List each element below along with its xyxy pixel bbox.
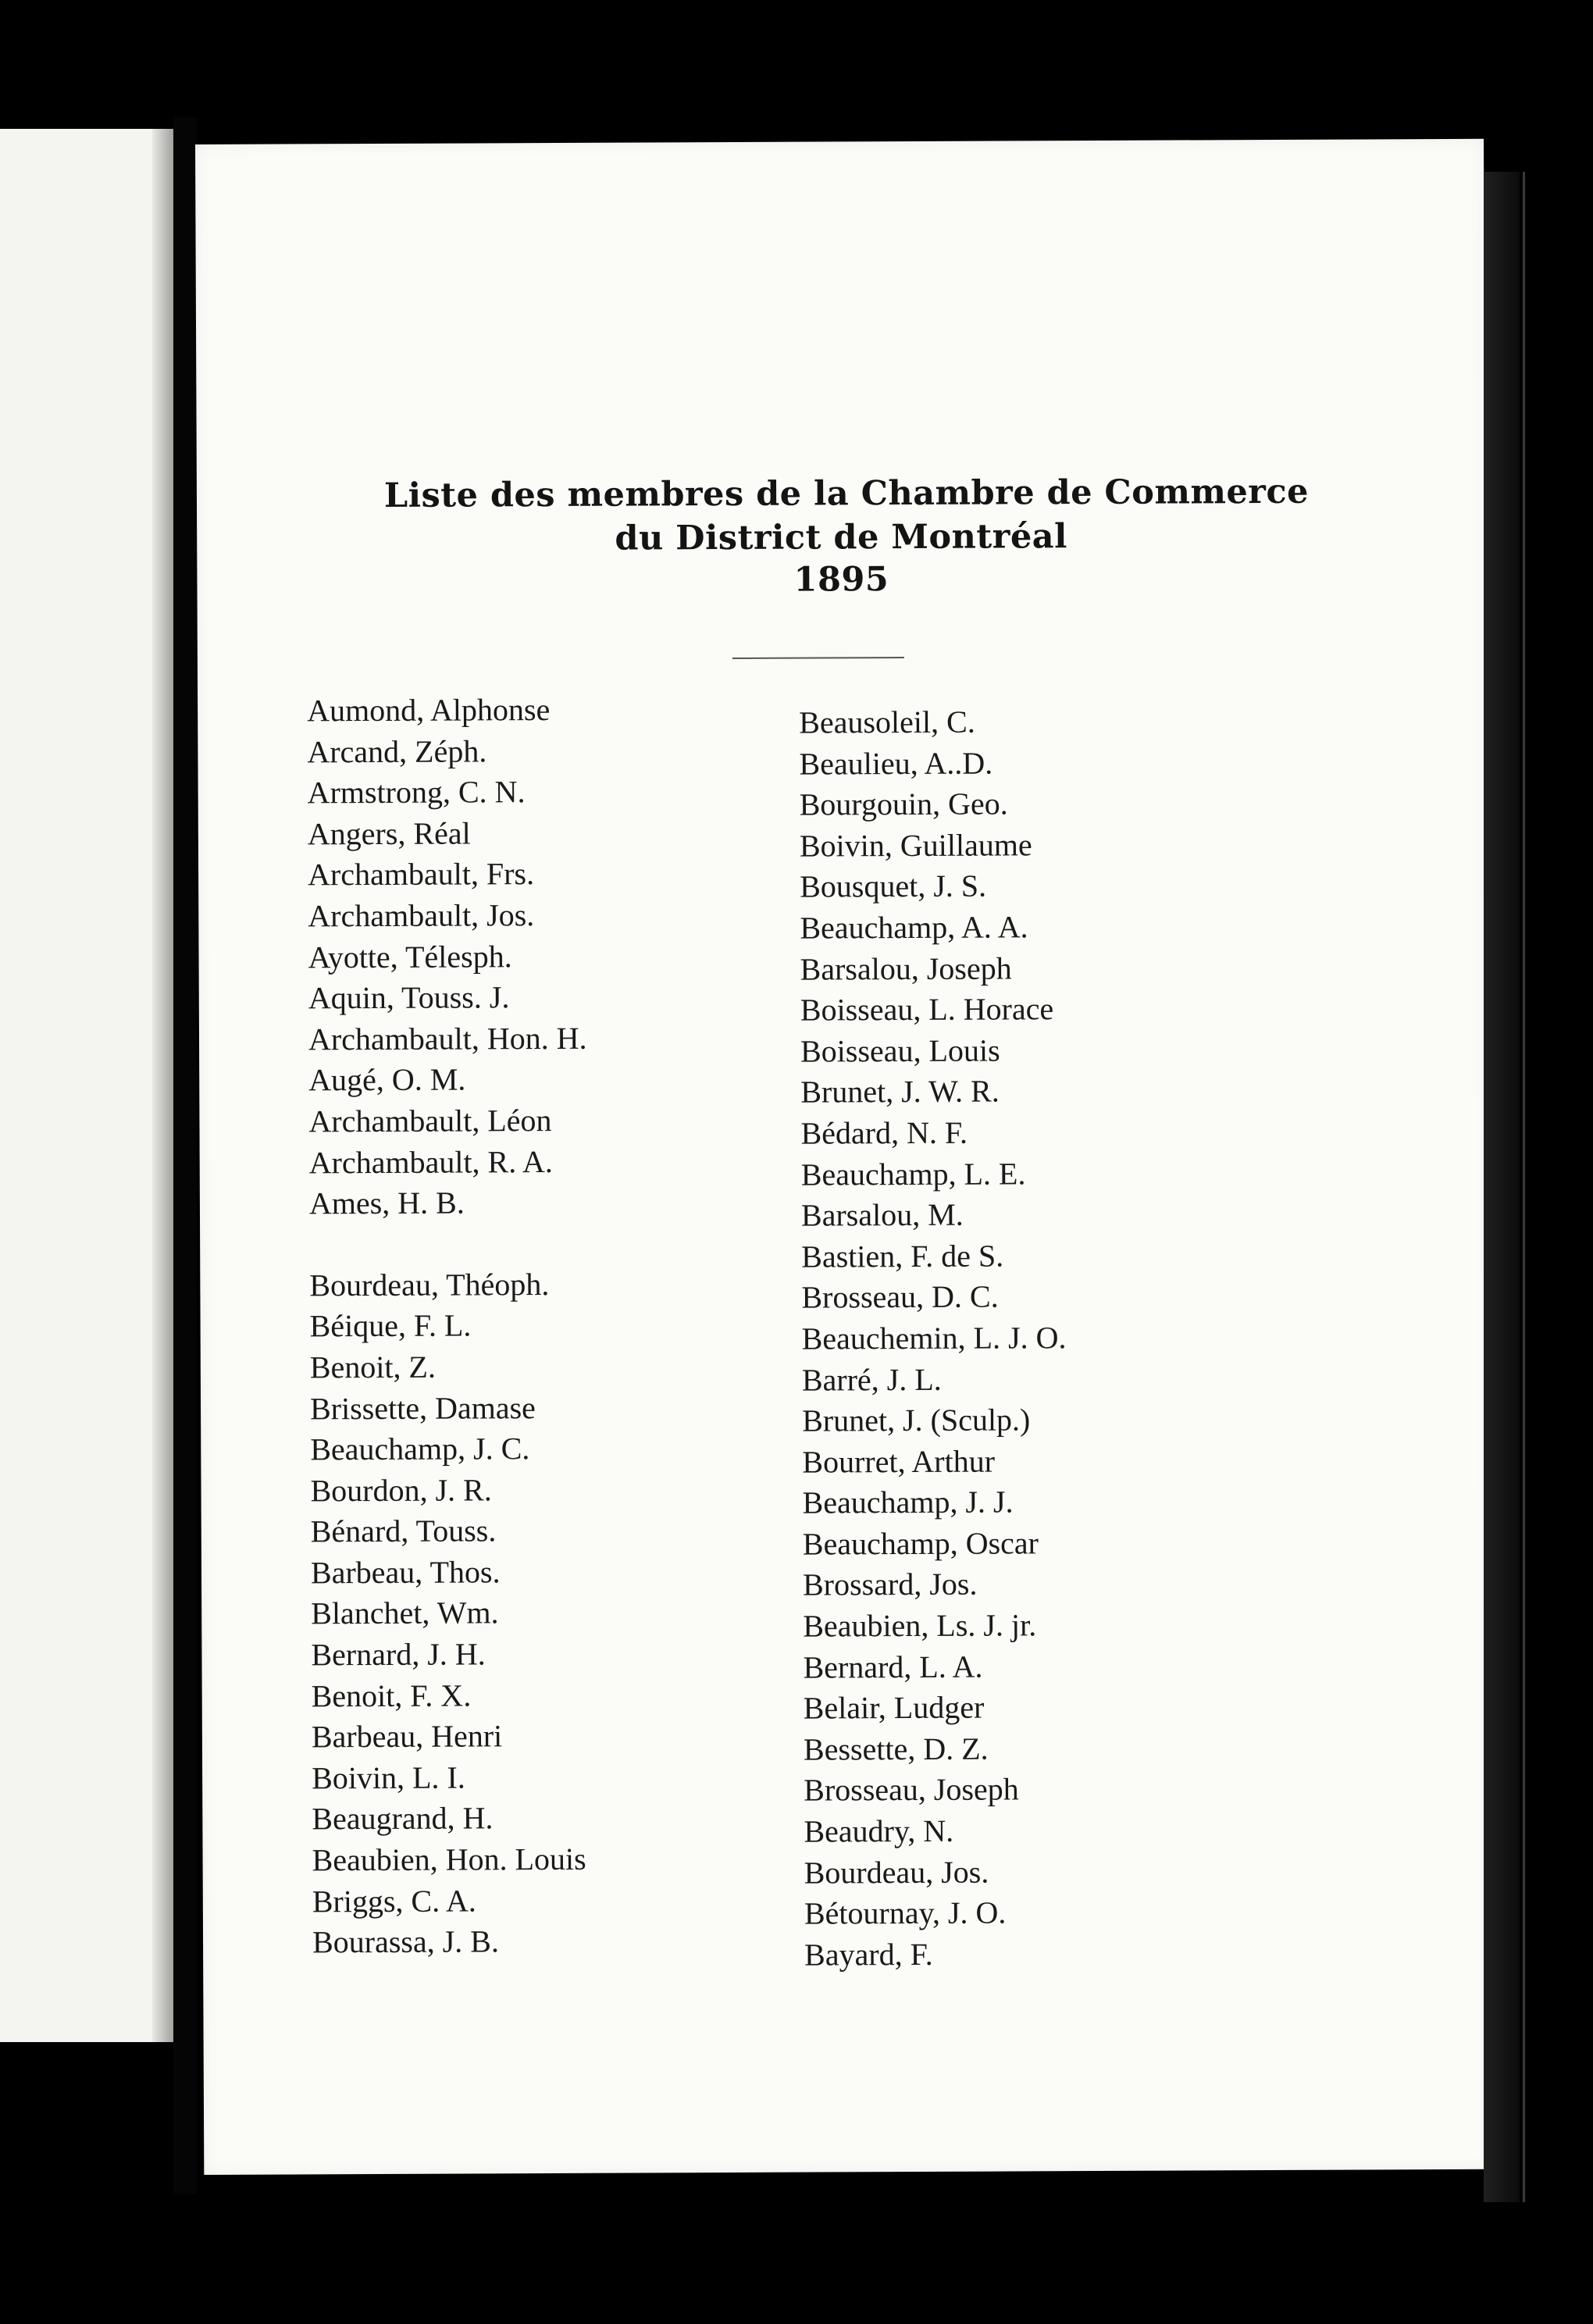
member-entry: Aumond, Alphonse [307, 692, 551, 729]
member-entry: Ayotte, Télesph. [308, 938, 512, 975]
member-entry: Beauchemin, L. J. O. [801, 1320, 1067, 1356]
member-entry: Archambault, Jos. [308, 897, 535, 934]
member-entry: Bédard, N. F. [800, 1114, 968, 1151]
member-entry: Barbeau, Henri [311, 1718, 503, 1755]
member-entry: Bourdon, J. R. [310, 1472, 492, 1509]
member-entry: Bousquet, J. S. [800, 868, 987, 905]
heading-line-2: du District de Montréal [615, 517, 1068, 558]
member-entry: Briggs, C. A. [312, 1883, 476, 1919]
member-entry: Beausoleil, C. [799, 704, 975, 740]
member-entry: Bétournay, J. O. [804, 1894, 1007, 1931]
book-gutter [173, 117, 197, 2194]
member-entry: Ames, H. B. [308, 1185, 465, 1221]
member-entry: Beaugrand, H. [312, 1800, 494, 1837]
page-fold-shadow [152, 129, 176, 2042]
member-entry: Boisseau, L. Horace [800, 991, 1054, 1028]
member-entry: Boivin, Guillaume [799, 827, 1032, 864]
member-list-right [799, 701, 1069, 1976]
member-entry: Beauchamp, Oscar [802, 1525, 1039, 1562]
heading-line-1: Liste des membres de la Chambre de Commerce [383, 472, 1310, 515]
facing-page-edge [0, 129, 168, 2042]
member-entry: Boisseau, Louis [800, 1032, 1000, 1069]
member-entry: Barré, J. L. [801, 1361, 942, 1398]
member-entry: Armstrong, C. N. [307, 774, 526, 811]
member-entry: Archambault, R. A. [308, 1143, 553, 1180]
member-entry: Brossard, Jos. [802, 1567, 978, 1603]
member-entry: Barbeau, Thos. [310, 1554, 501, 1591]
member-entry: Belair, Ludger [803, 1689, 985, 1726]
member-entry: Aquin, Touss. J. [308, 979, 510, 1016]
member-entry: Bernard, J. H. [311, 1636, 486, 1673]
member-entry: Benoit, Z. [309, 1349, 437, 1385]
member-entry: Archambault, Hon. H. [308, 1020, 587, 1057]
member-entry: Beaubien, Hon. Louis [312, 1841, 586, 1878]
member-entry: Barsalou, M. [800, 1196, 964, 1233]
member-entry: Bourret, Arthur [802, 1443, 996, 1480]
member-entry: Bernard, L. A. [803, 1649, 983, 1685]
member-entry: Bourdeau, Jos. [804, 1854, 989, 1891]
member-entry: Barsalou, Joseph [800, 950, 1012, 987]
document-page [195, 139, 1492, 2175]
member-entry: Brissette, Damase [309, 1389, 536, 1426]
member-entry: Bayard, F. [804, 1936, 933, 1973]
right-page-edge [1484, 172, 1520, 2202]
heading-year: 1895 [793, 560, 889, 600]
member-entry: Bastien, F. de S. [801, 1238, 1004, 1274]
member-entry: Blanchet, Wm. [311, 1595, 499, 1631]
member-entry: Beaubien, Ls. J. jr. [803, 1607, 1037, 1644]
member-entry: Béique, F. L. [309, 1307, 472, 1344]
member-entry: Brunet, J. (Sculp.) [802, 1402, 1031, 1438]
member-entry: Bourdeau, Théoph. [309, 1266, 550, 1303]
member-entry: Angers, Réal [307, 815, 471, 852]
member-entry: Beaudry, N. [804, 1813, 954, 1849]
member-entry: Beauchamp, L. E. [800, 1155, 1026, 1192]
member-entry: Boivin, L. I. [312, 1759, 465, 1796]
member-entry: Arcand, Zéph. [307, 732, 487, 769]
page-heading [197, 471, 1486, 603]
member-entry: Brosseau, Joseph [804, 1771, 1019, 1809]
member-entry: Augé, O. M. [308, 1061, 466, 1098]
member-entry: Bessette, D. Z. [803, 1731, 989, 1767]
member-entry: Brunet, J. W. R. [800, 1073, 1000, 1110]
member-entry: Beauchamp, A. A. [800, 909, 1028, 946]
member-entry: Brosseau, D. C. [801, 1278, 999, 1315]
member-entry: Bourgouin, Geo. [799, 786, 1008, 822]
member-entry: Bénard, Touss. [310, 1513, 497, 1549]
member-entry: Beauchamp, J. J. [802, 1484, 1014, 1520]
member-entry: Bourassa, J. B. [312, 1923, 500, 1960]
heading-divider [732, 657, 904, 659]
member-entry: Beaulieu, A..D. [799, 745, 993, 782]
group-spacer [309, 1224, 588, 1266]
member-list-left [307, 690, 591, 1963]
member-entry: Benoit, F. X. [311, 1677, 472, 1714]
member-entry: Archambault, Frs. [307, 856, 535, 893]
member-entry: Archambault, Léon [308, 1102, 552, 1139]
right-edge-line [1523, 172, 1525, 2202]
member-entry: Beauchamp, J. C. [310, 1431, 530, 1467]
